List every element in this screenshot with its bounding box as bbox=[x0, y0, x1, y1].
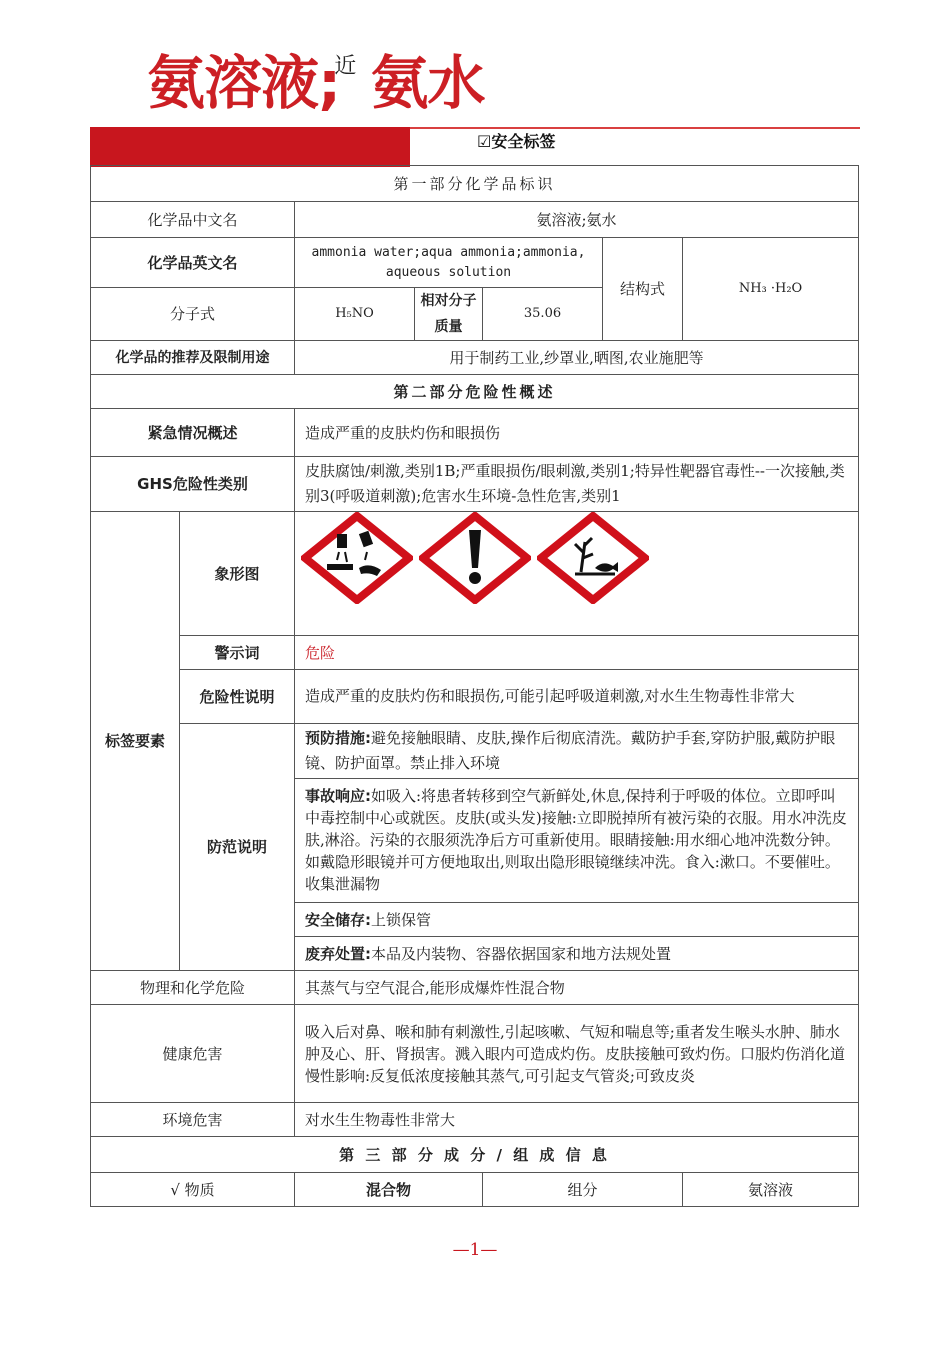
use-label: 化学品的推荐及限制用途 bbox=[91, 341, 295, 375]
signal-word-value: 危险 bbox=[295, 636, 859, 670]
page-number: —1— bbox=[452, 1240, 498, 1260]
emergency-value: 造成严重的皮肤灼伤和眼损伤 bbox=[295, 409, 859, 457]
safety-label-heading: ☑安全标签 bbox=[477, 132, 556, 151]
document-title: 氨溶液;$^近$ 氨水 bbox=[147, 49, 485, 117]
component-value: 氨溶液 bbox=[683, 1173, 859, 1207]
use-value: 用于制药工业,纱罩业,晒图,农业施肥等 bbox=[295, 341, 859, 375]
physical-hazard-label: 物理和化学危险 bbox=[91, 971, 295, 1005]
prevention-row: 预防措施:避免接触眼睛、皮肤,操作后彻底清洗。戴防护手套,穿防护服,戴防护眼镜、防护面罩。禁止排入环境 bbox=[295, 724, 859, 779]
environment-hazard-value: 对水生生物毒性非常大 bbox=[295, 1103, 859, 1137]
en-name-value: ammonia water;aqua ammonia;ammonia, aqueous solution bbox=[295, 238, 603, 288]
substance-label: √ 物质 bbox=[91, 1173, 295, 1207]
corrosion-icon bbox=[301, 512, 413, 604]
section-1-heading: 第一部分化学品标识 bbox=[91, 166, 859, 202]
hazard-statement-label: 危险性说明 bbox=[180, 670, 295, 724]
component-label: 组分 bbox=[483, 1173, 683, 1207]
environment-icon bbox=[537, 512, 649, 604]
pictogram-label: 象形图 bbox=[180, 512, 295, 636]
cn-name-value: 氨溶液;氨水 bbox=[295, 202, 859, 238]
ghs-label: GHS危险性类别 bbox=[91, 457, 295, 512]
section-2-heading: 第二部分危险性概述 bbox=[91, 375, 859, 409]
hazard-statement-value: 造成严重的皮肤灼伤和眼损伤,可能引起呼吸道刺激,对水生生物毒性非常大 bbox=[295, 670, 859, 724]
emergency-label: 紧急情况概述 bbox=[91, 409, 295, 457]
red-banner bbox=[90, 127, 410, 167]
label-elements-label: 标签要素 bbox=[91, 512, 180, 971]
structure-label: 结构式 bbox=[603, 238, 683, 341]
precaution-label: 防范说明 bbox=[180, 724, 295, 971]
exclamation-icon bbox=[419, 512, 531, 604]
mw-value: 35.06 bbox=[483, 288, 603, 341]
en-name-label: 化学品英文名 bbox=[91, 238, 295, 288]
section-3-heading: 第 三 部 分 成 分 / 组 成 信 息 bbox=[91, 1137, 859, 1173]
disposal-row: 废弃处置:本品及内装物、容器依据国家和地方法规处置 bbox=[295, 937, 859, 971]
environment-hazard-label: 环境危害 bbox=[91, 1103, 295, 1137]
health-hazard-label: 健康危害 bbox=[91, 1005, 295, 1103]
msds-table bbox=[90, 165, 859, 1207]
response-row: 事故响应:如吸入:将患者转移到空气新鲜处,休息,保持利于呼吸的体位。立即呼叫中毒控制中心或就医。皮肤(或头发)接触:立即脱掉所有被污染的衣服。用水冲洗皮肤,淋浴。污染的衣服须洗净后方可重新使用。眼睛接触:用水细心地冲洗数分钟。如戴隐形眼镜并可方便地取出,则取出隐形眼镜继续冲洗。食入:漱口。不要催吐。收集泄漏物 bbox=[295, 779, 859, 903]
storage-row: 安全储存:上锁保管 bbox=[295, 903, 859, 937]
health-hazard-value: 吸入后对鼻、喉和肺有刺激性,引起咳嗽、气短和喘息等;重者发生喉头水肿、肺水肿及心、肝、肾损害。溅入眼内可造成灼伤。皮肤接触可致灼伤。口服灼伤消化道 慢性影响:反复低浓度接触其蒸气,可引起支气管炎;可致皮炎 bbox=[295, 1005, 859, 1103]
signal-word-label: 警示词 bbox=[180, 636, 295, 670]
pictogram-cell bbox=[295, 512, 859, 636]
ghs-value: 皮肤腐蚀/刺激,类别1B;严重眼损伤/眼刺激,类别1;特异性靶器官毒性--一次接触,类别3(呼吸道刺激);危害水生环境-急性危害,类别1 bbox=[295, 457, 859, 512]
structure-value: NH₃ ·H₂O bbox=[683, 238, 859, 341]
formula-label: 分子式 bbox=[91, 288, 295, 341]
title-superscript: 近 bbox=[334, 54, 356, 79]
mixture-label: 混合物 bbox=[295, 1173, 483, 1207]
formula-value: H₅NO bbox=[295, 288, 415, 341]
mw-label: 相对分子质量 bbox=[415, 288, 483, 341]
physical-hazard-value: 其蒸气与空气混合,能形成爆炸性混合物 bbox=[295, 971, 859, 1005]
cn-name-label: 化学品中文名 bbox=[91, 202, 295, 238]
